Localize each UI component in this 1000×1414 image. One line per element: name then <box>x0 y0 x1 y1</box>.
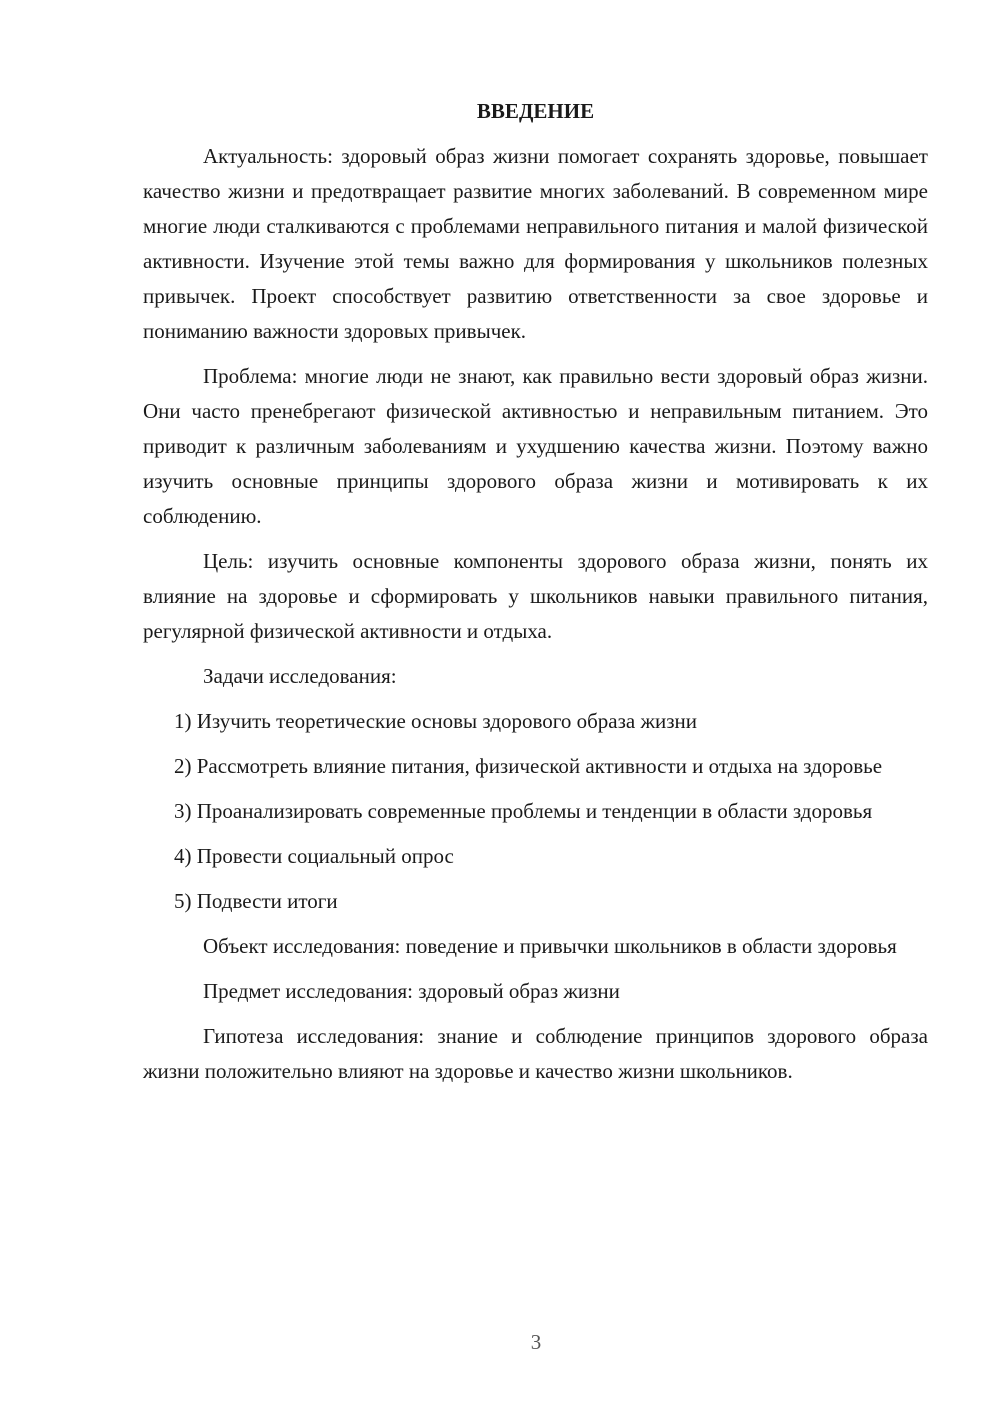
task-item-3: 3) Проанализировать современные проблемы и тенденции в области здоровья <box>174 799 873 823</box>
section-title: ВВЕДЕНИЕ <box>476 99 595 123</box>
task-item-4: 4) Провести социальный опрос <box>174 844 454 868</box>
object-paragraph: Объект исследования: поведение и привычки школьников в области здоровья <box>203 934 897 958</box>
subject-paragraph: Предмет исследования: здоровый образ жизни <box>203 979 620 1003</box>
goal-paragraph: Цель: изучить основные компоненты здорового образа жизни, понять их влияние на здоровье и сформировать у школьников навыки правильного питания, регулярной физической активности и отдыха. <box>143 549 928 643</box>
task-item-2: 2) Рассмотреть влияние питания, физической активности и отдыха на здоровье <box>174 754 883 778</box>
tasks-heading: Задачи исследования: <box>203 664 397 688</box>
problem-paragraph: Проблема: многие люди не знают, как правильно вести здоровый образ жизни. Они часто пренебрегают физической активностью и неправильным питанием. Это приводит к различным заболеваниям и ухудшению качества жизни. Поэтому важно изучить основные принципы здорового образа жизни и мотивировать к их соблюдению. <box>143 364 928 528</box>
task-item-1: 1) Изучить теоретические основы здорового образа жизни <box>174 709 698 733</box>
hypothesis-paragraph: Гипотеза исследования: знание и соблюдение принципов здорового образа жизни положительно влияют на здоровье и качество жизни школьников. <box>143 1024 928 1083</box>
task-item-5: 5) Подвести итоги <box>174 889 338 913</box>
relevance-paragraph: Актуальность: здоровый образ жизни помогает сохранять здоровье, повышает качество жизни и предотвращает развитие многих заболеваний. В современном мире многие люди сталкиваются с проблемами неправильного питания и малой физической активности. Изучение этой темы важно для формирования у школьников полезных привычек. Проект способствует развитию ответственности за свое здоровье и пониманию важности здоровых привычек. <box>143 144 928 343</box>
page-number: 3 <box>530 1330 542 1354</box>
document-page <box>143 94 928 1099</box>
